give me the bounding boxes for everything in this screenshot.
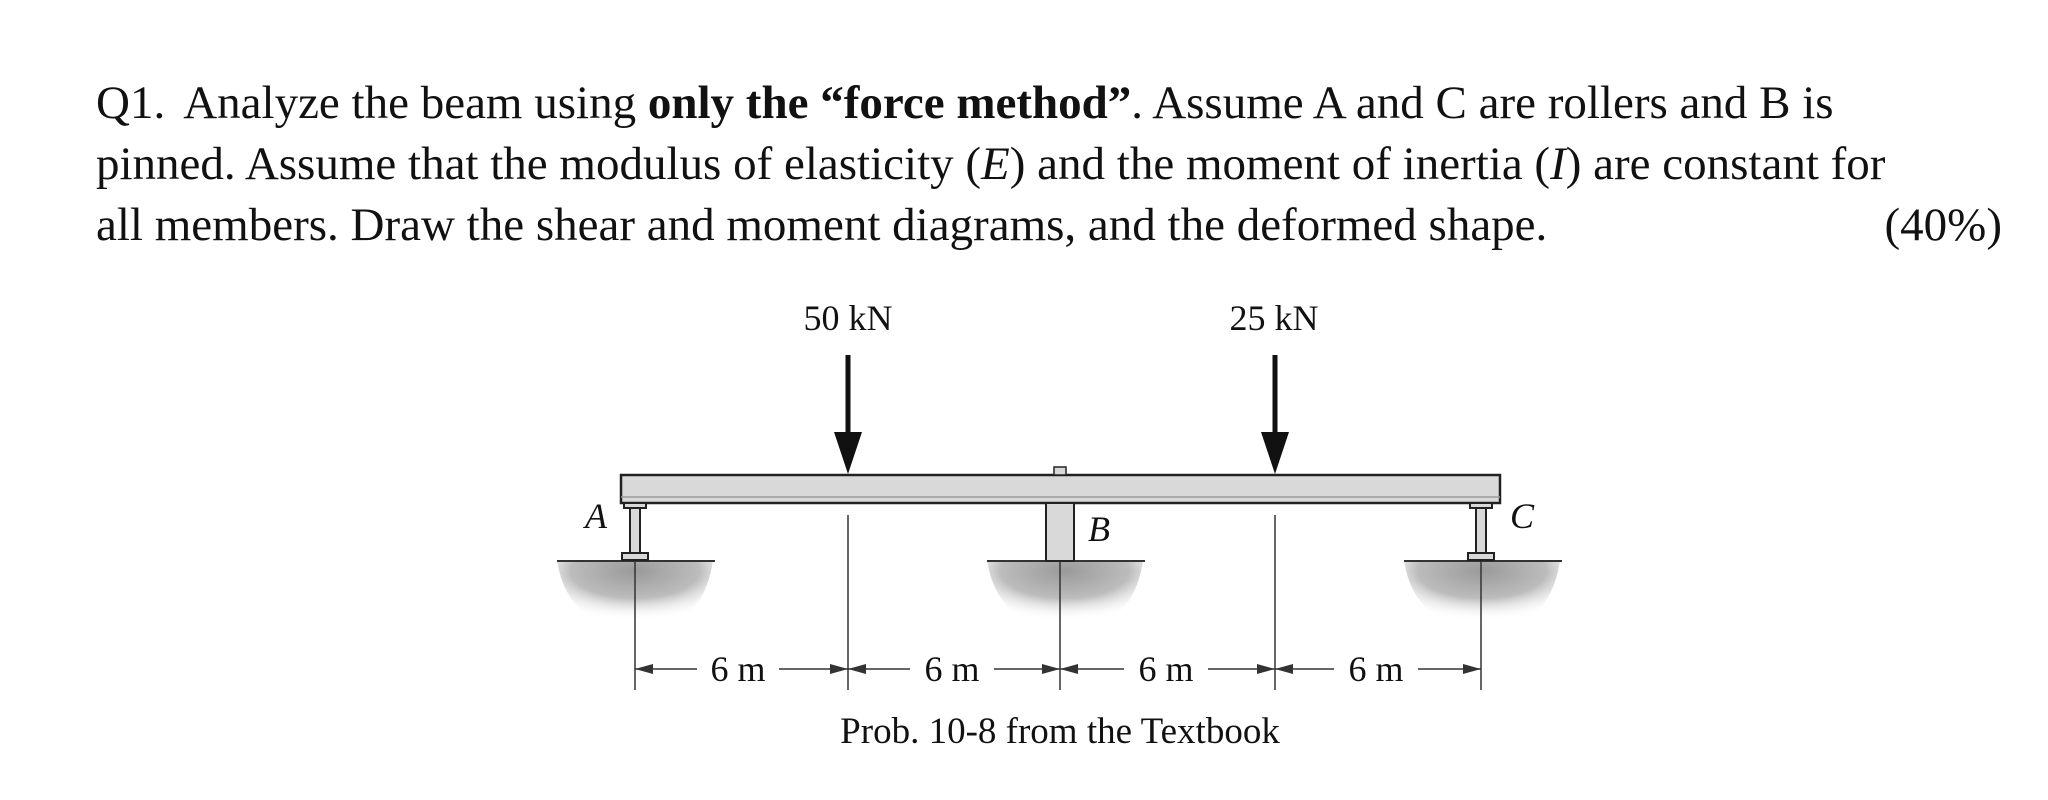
load-arrow-50kn: [834, 355, 862, 474]
span-label-bc-right: 6 m: [1348, 649, 1404, 689]
pin-marker-b: [1054, 467, 1066, 475]
ground-c: [1404, 561, 1562, 627]
symbol-e: E: [981, 138, 1010, 190]
emphasis-force-method: only the “force method”: [647, 77, 1132, 129]
question-weight: (40%): [1884, 199, 2002, 251]
question-text-3: all members. Draw the shear and moment diagrams, and the deformed shape.: [96, 199, 1548, 251]
support-label-b: B: [1088, 509, 1110, 549]
load-label-50kn: 50 kN: [803, 298, 893, 338]
support-a-roller: [622, 503, 648, 560]
load-arrow-25kn: [1261, 355, 1289, 474]
support-label-c: C: [1510, 496, 1535, 536]
ground-a: [557, 561, 715, 627]
figure-caption: Prob. 10-8 from the Textbook: [840, 711, 1280, 752]
question-text-2c: ) are constant for: [1565, 138, 1886, 190]
question-number: Q1.: [96, 77, 166, 129]
symbol-i: I: [1550, 138, 1566, 190]
span-label-bc-left: 6 m: [1138, 649, 1194, 689]
load-label-25kn: 25 kN: [1229, 298, 1319, 338]
question-text-2a: pinned. Assume that the modulus of elasticity (: [96, 138, 982, 190]
support-c-roller: [1468, 503, 1494, 560]
question-text-1a: Analyze the beam using: [183, 77, 637, 129]
span-label-ab-left: 6 m: [710, 649, 766, 689]
span-label-ab-right: 6 m: [924, 649, 980, 689]
ground-b: [987, 561, 1145, 627]
question-text-1b: . Assume A and C are rollers and B is: [1131, 77, 1834, 129]
support-label-a: A: [585, 496, 607, 536]
question-text-2b: ) and the moment of inertia (: [1009, 138, 1551, 190]
support-b-pin: [1046, 503, 1074, 561]
beam: [621, 475, 1500, 503]
